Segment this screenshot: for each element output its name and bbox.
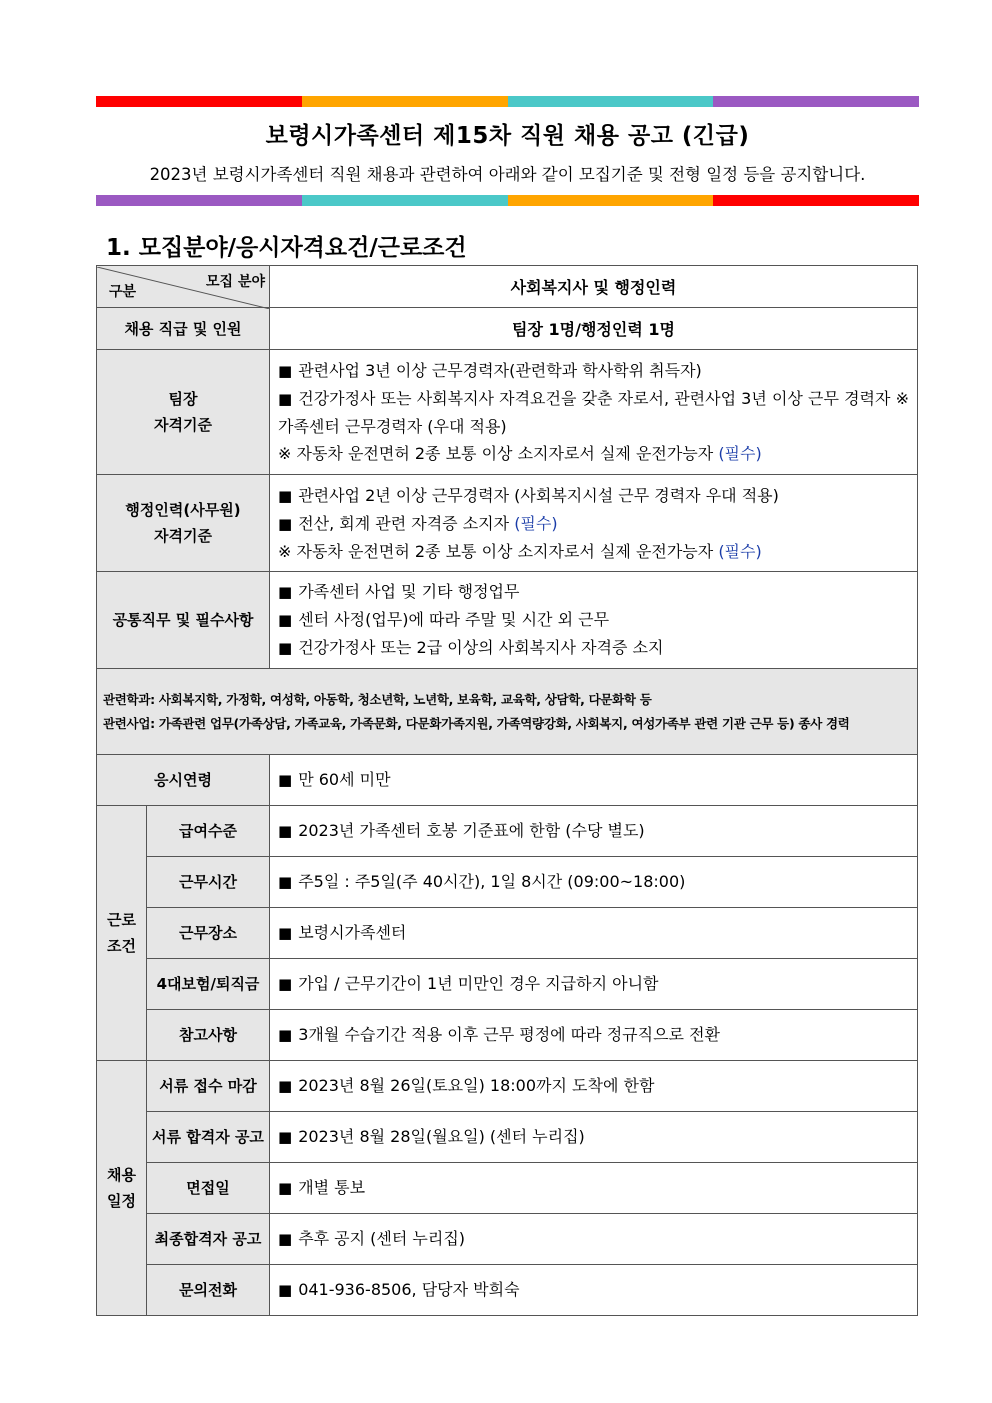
- related-fields-note: [97, 669, 918, 755]
- table-row: [97, 1163, 918, 1214]
- table-row: [97, 308, 918, 350]
- admin-criteria: [270, 475, 918, 572]
- square-bullet-icon: ■: [278, 822, 293, 840]
- common-duties: [270, 572, 918, 669]
- work-row-label: 참고사항: [147, 1010, 270, 1061]
- age-value-cell: [270, 755, 918, 806]
- header-corner-cell: [97, 266, 270, 308]
- work-row-label: 급여수준: [147, 806, 270, 857]
- table-row: [97, 572, 918, 669]
- table-row: [97, 959, 918, 1010]
- table-row: [97, 755, 918, 806]
- table-row: [97, 1010, 918, 1061]
- note-line: 관련학과: 사회복지학, 가정학, 여성학, 아동학, 청소년학, 노년학, 보육학, 교육학, 상담학, 다문화학 등: [103, 691, 652, 707]
- list-item: ※ 자동차 운전면허 2종 보통 이상 소지자로서 실제 운전가능자 (필수): [278, 541, 762, 561]
- bar-segment-purple: [713, 96, 919, 107]
- leader-label-line1: 팀장: [168, 390, 198, 408]
- admin-label: [97, 475, 270, 572]
- bar-segment-red: [713, 195, 919, 206]
- bar-segment-red: [96, 96, 302, 107]
- header-corner-top: 모집 분야: [206, 273, 265, 290]
- list-item: ■ 관련사업 3년 이상 근무경력자(관련학과 학사학위 취득자): [278, 361, 702, 380]
- square-bullet-icon: ■: [278, 390, 293, 408]
- note-row: [97, 669, 918, 755]
- table-row: [97, 1265, 918, 1316]
- required-tag: (필수): [718, 541, 762, 561]
- schedule-group-label: 채용 일정: [97, 1061, 147, 1316]
- schedule-row-label: 서류 합격자 공고: [147, 1112, 270, 1163]
- list-item: ※ 자동차 운전면허 2종 보통 이상 소지자로서 실제 운전가능자 (필수): [278, 444, 762, 463]
- leader-label: [97, 350, 270, 475]
- schedule-row-label: 문의전화: [147, 1265, 270, 1316]
- work-row-value: ■ 주5일 : 주5일(주 40시간), 1일 8시간 (09:00~18:00): [270, 857, 918, 908]
- square-bullet-icon: ■: [278, 975, 293, 993]
- work-row-value: ■ 가입 / 근무기간이 1년 미만인 경우 지급하지 아니함: [270, 959, 918, 1010]
- schedule-row-value: ■ 2023년 8월 28일(월요일) (센터 누리집): [270, 1112, 918, 1163]
- list-item: ■ 센터 사정(업무)에 따라 주말 및 시간 외 근무: [278, 610, 610, 629]
- list-item: ■ 가족센터 사업 및 기타 행정업무: [278, 582, 520, 601]
- table-row: [97, 350, 918, 475]
- work-row-label: 4대보험/퇴직금: [147, 959, 270, 1010]
- list-item: ■ 관련사업 2년 이상 근무경력자 (사회복지시설 근무 경력자 우대 적용): [278, 485, 779, 505]
- work-row-label: 근무장소: [147, 908, 270, 959]
- header-corner-bottom: 구분: [109, 283, 137, 300]
- leader-label-line2: 자격기준: [154, 416, 212, 434]
- table-row: [97, 1112, 918, 1163]
- admin-label-line2: 자격기준: [154, 527, 212, 545]
- square-bullet-icon: ■: [278, 583, 293, 601]
- list-item: ■ 건강가정사 또는 사회복지사 자격요건을 갖춘 자로서, 관련사업 3년 이상 근무 경력자 ※가족센터 근무경력자 (우대 적용): [278, 389, 909, 436]
- bar-segment-teal: [508, 96, 714, 107]
- header-value: 사회복지사 및 행정인력: [270, 266, 918, 308]
- list-item: ■ 전산, 회계 관련 자격증 소지자 (필수): [278, 513, 558, 533]
- list-item: ■ 건강가정사 또는 2급 이상의 사회복지사 자격증 소지: [278, 638, 664, 657]
- square-bullet-icon: ■: [278, 1077, 293, 1095]
- square-bullet-icon: ■: [278, 873, 293, 891]
- table-header-row: [97, 266, 918, 308]
- square-bullet-icon: ■: [278, 514, 293, 533]
- positions-value: 팀장 1명/행정인력 1명: [270, 308, 918, 350]
- table-row: [97, 908, 918, 959]
- square-bullet-icon: ■: [278, 611, 293, 629]
- leader-criteria: [270, 350, 918, 475]
- table-row: [97, 475, 918, 572]
- page-subtitle: 2023년 보령시가족센터 직원 채용과 관련하여 아래와 같이 모집기준 및 전형 일정 등을 공지합니다.: [149, 165, 866, 184]
- recruitment-table: [96, 265, 918, 1316]
- work-row-label: 근무시간: [147, 857, 270, 908]
- square-bullet-icon: ■: [278, 771, 293, 789]
- positions-label: 채용 직급 및 인원: [97, 308, 270, 350]
- square-bullet-icon: ■: [278, 486, 293, 505]
- square-bullet-icon: ■: [278, 639, 293, 657]
- note-line: 관련사업: 가족관련 업무(가족상담, 가족교육, 가족문화, 다문화가족지원, 가족역량강화, 사회복지, 여성가족부 관련 기관 근무 등) 종사 경력: [103, 715, 850, 731]
- bar-segment-teal: [302, 195, 508, 206]
- table-row: [97, 857, 918, 908]
- age-label: 응시연령: [97, 755, 270, 806]
- schedule-row-value: ■ 2023년 8월 26일(토요일) 18:00까지 도착에 한함: [270, 1061, 918, 1112]
- work-row-value: ■ 2023년 가족센터 호봉 기준표에 한함 (수당 별도): [270, 806, 918, 857]
- bar-segment-orange: [302, 96, 508, 107]
- age-value: 만 60세 미만: [298, 770, 391, 789]
- work-conditions-group-label: 근로 조건: [97, 806, 147, 1061]
- square-bullet-icon: ■: [278, 1128, 293, 1146]
- work-row-value: ■ 3개월 수습기간 적용 이후 근무 평정에 따라 정규직으로 전환: [270, 1010, 918, 1061]
- bar-segment-orange: [508, 195, 714, 206]
- bar-segment-purple: [96, 195, 302, 206]
- schedule-row-value: ■ 041-936-8506, 담당자 박희숙: [270, 1265, 918, 1316]
- schedule-row-value: ■ 개별 통보: [270, 1163, 918, 1214]
- table-row: [97, 1214, 918, 1265]
- common-label: 공통직무 및 필수사항: [97, 572, 270, 669]
- square-bullet-icon: ■: [278, 362, 293, 380]
- schedule-row-label: 서류 접수 마감: [147, 1061, 270, 1112]
- section-title: 1. 모집분야/응시자격요건/근로조건: [106, 235, 467, 261]
- square-bullet-icon: ■: [278, 1026, 293, 1044]
- square-bullet-icon: ■: [278, 1230, 293, 1248]
- work-row-value: ■ 보령시가족센터: [270, 908, 918, 959]
- required-tag: (필수): [718, 444, 762, 463]
- admin-label-line1: 행정인력(사무원): [125, 501, 241, 519]
- square-bullet-icon: ■: [278, 924, 293, 942]
- table-row: [97, 806, 918, 857]
- required-tag: (필수): [514, 513, 558, 533]
- square-bullet-icon: ■: [278, 1281, 293, 1299]
- square-bullet-icon: ■: [278, 1179, 293, 1197]
- bottom-color-bar: [96, 195, 919, 206]
- table-row: [97, 1061, 918, 1112]
- schedule-row-value: ■ 추후 공지 (센터 누리집): [270, 1214, 918, 1265]
- top-color-bar: [96, 96, 919, 107]
- schedule-row-label: 면접일: [147, 1163, 270, 1214]
- schedule-row-label: 최종합격자 공고: [147, 1214, 270, 1265]
- page-title: 보령시가족센터 제15차 직원 채용 공고 (긴급): [265, 123, 750, 149]
